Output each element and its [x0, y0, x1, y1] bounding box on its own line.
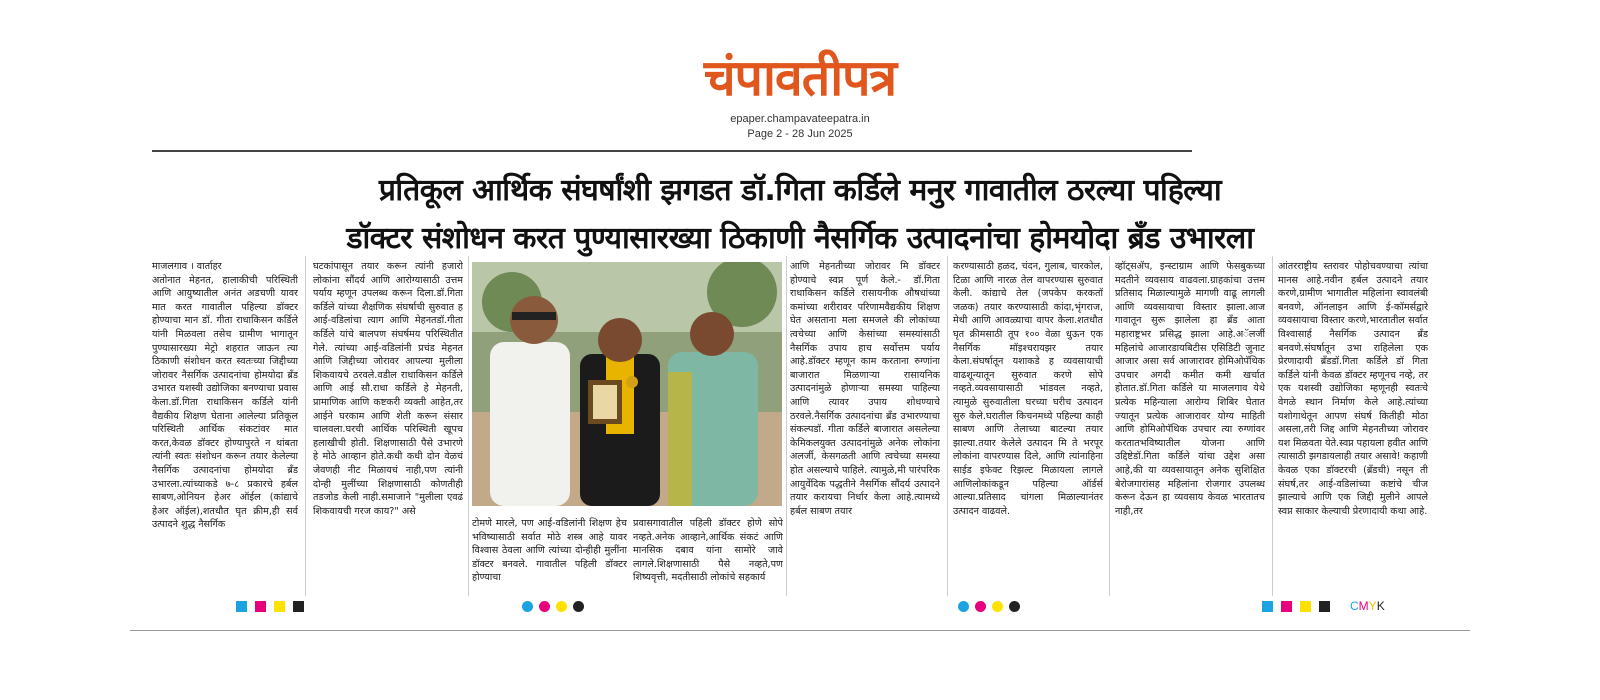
- yellow-dot: [992, 601, 1003, 612]
- registration-swatches: [236, 601, 312, 612]
- cmyk-letter: Y: [1368, 599, 1377, 613]
- article-column-4-lower: प्रवासगावातील पहिली डॉक्टर होणे सोपे नव्हते.अनेक आव्हाने,आर्थिक संकटं आणि मानसिक दबाव यांना सामोरे जावे लागले.शिक्षणासाठी पैसे नव्हते,पण शिष्यवृत्ती, मदतीसाठी लोकांचे सहकार्य: [633, 518, 783, 584]
- article-photo: [472, 262, 782, 506]
- article-column-5: आणि मेहनतीच्या जोरावर मि डॉक्टर होण्याचे स्वप्न पूर्ण केले.- डॉ.गिता राधाकिसन कर्डिले रासायनीक औषधांच्या कमांच्या शरीरावर परिणामवैद्यकीय शिक्षण घेत असताना मला समजले की लोकांच्या त्वचेच्या आणि केसांच्या समस्यांसाठी नैसर्गिक उपाय हाच सर्वोत्तम पर्याय आहे.डॉक्टर म्हणून काम करताना रुग्णांना बाजारात मिळणाऱ्या रासायनिक उत्पादनांमुळे होणाऱ्या समस्या पाहिल्या आणि त्यावर उपाय शोधण्याचे ठरवले.नैसर्गिक उत्पादनांचा ब्रँड उभारण्याचा संकल्पडॉ. गीता कर्डिले बाजारात असलेल्या केमिकलयुक्त उत्पादनांमुळे अनेक लोकांना अलर्जी, केसगळती आणि त्वचेच्या समस्या होत असल्याचे पाहिले. त्यामुळे,मी पारंपरिक आयुर्वेदिक पद्धतीने नैसर्गिक सौंदर्य उत्पादने तयार करायचा निर्धार केला आहे.त्यामध्ये हर्बल साबण तयार: [790, 261, 940, 517]
- black-dot: [573, 601, 584, 612]
- page-date-line: Page 2 - 28 Jun 2025: [747, 128, 853, 140]
- top-rule: [152, 150, 1192, 152]
- column-divider: [468, 256, 469, 596]
- column-divider: [305, 256, 306, 596]
- cmyk-letter: M: [1358, 599, 1369, 613]
- magenta-swatch: [1281, 601, 1292, 612]
- article-column-6: करण्यासाठी हळद, चंदन, गुलाब, चारकोल, टिळा आणि नारळ तेल वापरण्यास सुरुवात केली. कांद्याचे तेल (जपकेप करकतॉ जळक) तयार करण्यासाठी कांदा,भृंगराज, मेथी आणि आवळ्याचा वापर केला.शतधौत घृत क्रीमसाठी तूप १०० वेळा धुऊन एक नैसर्गिक मॉइश्चरायझर तयार केला.संघर्षातून यशाकडे ह व्यवसायाची वाढशून्यातून सुरुवात करणे सोपे नव्हते.व्यवसायासाठी भांडवल नव्हते, त्यामुळे सुरुवातीला घरच्या घरीच उत्पादन सुरु केले.घरातील किचनमध्ये पहिल्या काही साबण आणि तेलाच्या बाटल्या तयार झाल्या.तयार केलेले उत्पादन मि ते भरपूर लोकांना वापरण्यास दिले, आणि त्यांनाहिना साईड इफेक्ट रिझल्ट मिळायला लागले आणिलोकांकडून पहिल्या ऑर्डर्स आल्या.प्रतिसाद चांगला मिळाल्यानंतर उत्पादन वाढवले.: [953, 261, 1103, 517]
- yellow-swatch: [1300, 601, 1311, 612]
- article-column-7: व्हॉट्सॲप, इन्स्टाग्राम आणि फेसबुकच्या मदतीने व्यवसाय वाढवला.ग्राहकांचा उत्तम प्रतिसाद मिळाल्यामुळे मागणी वाढू लागली आणि व्यवसायाचा विस्तार झाला.आज गावातून सुरू झालेला हा ब्रँड आता महाराष्ट्रभर प्रसिद्ध झाला आहे.अॅलर्जी महिलांचे आजारडायबिटीस एसिडिटी जुनाट आजार असा सर्व आजारावर होमिओपॅथिक उपचार अगदी कमीत कमी खर्चात होतात.डॉ.गिता कर्डिले या माजलगाव येथे प्रत्येक महिन्याला आरोग्य शिबिर घेतात ज्यातून प्रत्येक आजारावर योग्य माहिती आणि होमिओपॅथिक उपचार त्या रुग्णांवर करतातभविष्यातील योजना आणि उद्दिष्टेडॉ.गिता कर्डिले यांचा उद्देश असा आहे,की या व्यवसायातून अनेक सुशिक्षित बेरोजगारांसह महिलांना रोजगार उपलब्ध करून देऊन हा व्यवसाय केवळ भारतातच नाही,तर: [1115, 261, 1265, 517]
- epaper-url[interactable]: epaper.champavateepatra.in: [730, 113, 870, 125]
- magenta-dot: [539, 601, 550, 612]
- magenta-dot: [975, 601, 986, 612]
- article-column-3-lower: टोमणे मारले, पण आई-वडिलांनी शिक्षण हेच भविष्यासाठी सर्वात मोठे शस्त्र आहे यावर विश्वास ठेवला आणि त्यांच्या दोन्हीही मुलींना डॉक्टर बनवले. गावातील पहिली डॉक्टर होण्याचा: [472, 518, 627, 584]
- cyan-swatch: [1262, 601, 1273, 612]
- bottom-rule: [130, 630, 1470, 631]
- registration-dots: [522, 601, 590, 612]
- magenta-swatch: [255, 601, 266, 612]
- column-divider: [1109, 256, 1110, 596]
- headline-line-2: डॉक्टर संशोधन करत पुण्यासारख्या ठिकाणी नैसर्गिक उत्पादनांचा होमयोदा ब्रँड उभारला: [346, 221, 1254, 256]
- column-divider: [1272, 256, 1273, 596]
- cyan-dot: [958, 601, 969, 612]
- cmyk-letter: K: [1376, 599, 1385, 613]
- column-divider: [947, 256, 948, 596]
- column-divider: [786, 256, 787, 596]
- article-column-8: आंतरराष्ट्रीय स्तरावर पोहोचवण्याचा त्यांचा मानस आहे.नवीन हर्बल उत्पादने तयार करणे,ग्रामीण भागातील महिलांना स्वावलंबी बनवणे, ऑनलाइन आणि ई-कॉमर्सद्वारे व्यवसायाचा विस्तार करणे,भारतातील सर्वात विश्वासार्ह नैसर्गिक उत्पादन ब्रँड बनवणे.संघर्षातून उभा राहिलेला एक प्रेरणादायी ब्रँडडॉ.गिता कर्डिले डॉ गिता कर्डिले यांनी केवळ डॉक्टर म्हणूनच नव्हे, तर एक यशस्वी उद्योजिका म्हणूनही स्वतःचे वेगळे स्थान निर्माण केले आहे.त्यांच्या यशोगाथेतून आपण संघर्ष कितीही मोठा असला,तरी जिद्द आणि मेहनतीच्या जोरावर यश मिळवता येते.स्वप्न पहायला हवीत आणि त्यासाठी झगडायलाही तयार असावे! कहाणी केवळ एका डॉक्टरची (ब्रँडची) नसून ती संघर्ष,तर आई-वडिलांच्या कष्टांचे चीज झाल्याचे आणि एक जिद्दी मुलीने आपले स्वप्न साकार केल्याची प्रेरणादायी कथा आहे.: [1278, 261, 1428, 517]
- black-swatch: [1319, 601, 1330, 612]
- article-column-1: माजलगाव । वार्ताहर अतोनात मेहनत, हालाकीची परिस्थिती आणि आयुष्यातील अनंत अडचणी यावर मात करत गावातील पहिल्या डॉक्टर होण्याचा मान डॉ. गीता राधाकिसन कर्डिले यांनी मिळवला तसेच ग्रामीण भागातून पुण्यासारख्या मेट्रो शहरात जाऊन त्या ठिकाणी संशोधन करत स्वतःच्या जिद्दीच्या जोरावर नैसर्गिक उत्पादनांचा होमयोदा ब्रँड उभारत यशस्वी उद्योजिका बनण्याचा प्रवास केला.डॉ.गिता राधाकिसन कर्डिले यांनी वैद्यकीय शिक्षण घेताना आलेल्या प्रतिकूल परिस्थिती आर्थिक संकटांवर मात करत,केवळ डॉक्टर होण्यापुरते न थांबता त्यांनी स्वतः संशोधन करून तयार केलेल्या नैसर्गिक उत्पादनांचा होमयोदा ब्रँड उभारला.त्यांच्याकडे ७-८ प्रकारचे हर्बल साबण,ओनियन हेअर ऑईल (कांद्याचे हेअर ऑईल),शतधौत घृत क्रीम,ही सर्व उत्पादने शुद्ध नैसर्गिक: [152, 261, 298, 531]
- award-photo-icon: [472, 262, 782, 506]
- yellow-dot: [556, 601, 567, 612]
- headline-line-1: प्रतिकूल आर्थिक संघर्षांशी झगडत डॉ.गिता कर्डिले मनुर गावातील ठरल्या पहिल्या: [378, 173, 1222, 208]
- yellow-swatch: [274, 601, 285, 612]
- masthead: [0, 50, 1600, 106]
- article-column-2: घटकांपासून तयार करून त्यांनी हजारो लोकांना सौंदर्य आणि आरोग्यासाठी उत्तम पर्याय म्हणून उपलब्ध करून दिला.डॉ.गिता कर्डिले यांच्या शैक्षणिक संघर्षाची सुरुवात ह आई-वडिलांचा त्याग आणि मेहनतडॉ.गीता कर्डिले यांचे बालपण संघर्षमय परिस्थितीत गेले. त्यांच्या आई-वडिलांनी प्रचंड मेहनत आणि जिद्दीच्या जोरावर आपल्या मुलीला शिकवायचे ठरवले.वडील राधाकिसन कर्डिले आणि आई सौ.राधा कर्डिले हे मेहनती, प्रामाणिक आणि कष्टकरी व्यक्ती आहेत,तर आईने घरकाम आणि शेती करून संसार चालवला.घरची आर्थिक परिस्थिती खूपच हलाखीची होती. शिक्षणासाठी पैसे उभारणे हे मोठे आव्हान होते.कधी कधी दोन वेळचं जेवणही नीट मिळायचं नाही,पण त्यांनी दोन्ही मुलींच्या शिक्षणासाठी कोणतीही तडजोड केली नाही.समाजाने "मुलीला एवढं शिकवायची गरज काय?" असे: [313, 261, 463, 517]
- cmyk-letter: C: [1350, 599, 1359, 613]
- cmyk-label: [1350, 599, 1385, 613]
- cyan-swatch: [236, 601, 247, 612]
- registration-dots: [958, 601, 1026, 612]
- black-swatch: [293, 601, 304, 612]
- black-dot: [1009, 601, 1020, 612]
- registration-swatches: [1262, 601, 1338, 612]
- newspaper-brand: चंपावतीपत्र: [703, 49, 897, 107]
- cyan-dot: [522, 601, 533, 612]
